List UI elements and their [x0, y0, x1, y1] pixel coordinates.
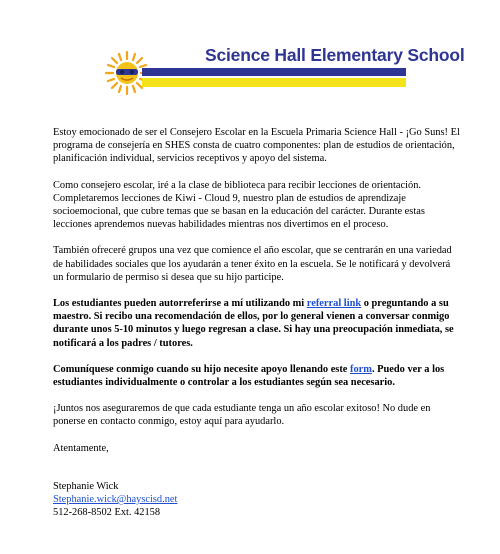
letter-body	[53, 126, 463, 519]
paragraph-intro: Estoy emocionado de ser el Consejero Escolar en la Escuela Primaria Science Hall - ¡Go Suns! El programa de consejería en SHES consta de cuatro componentes: plan de estudios de orientación, planificación individual, servicios receptivos y apoyo del sistema.	[53, 127, 460, 165]
paragraph-lessons: Como consejero escolar, iré a la clase de biblioteca para recibir lecciones de orientación. Completaremos lecciones de Kiwi - Cloud 9, nuestro plan de estudios de aprendizaje socioemocional, que cubre temas que se basan en la educación del carácter. Durante estas lecciones aprendemos nuevas habilidades mientras nos divertimos en el proceso.	[53, 179, 425, 231]
paragraph-contact	[53, 363, 463, 389]
contact-text-after: . Puedo ver a los estudiantes individualmente o controlar a los estudiantes según sea necesario.	[53, 363, 445, 389]
signature-spacer	[53, 468, 463, 480]
email-link[interactable]: Stephanie.wick@hayscisd.net	[53, 494, 178, 506]
header-yellow-stripe	[142, 78, 406, 87]
contact-text-before: Comuníquese conmigo cuando su hijo necesite apoyo llenando este	[53, 363, 351, 375]
form-link[interactable]: form	[350, 363, 372, 375]
signature-phone: 512-268-8502 Ext. 42158	[53, 507, 161, 519]
referral-text-before: Los estudiantes pueden autorreferirse a mí utilizando mi	[53, 298, 307, 310]
paragraph-groups: También ofreceré grupos una vez que comience el año escolar, que se centrarán en una variedad de habilidades sociales que los ayudarán a tener éxito en la escuela. Se le notificará y devolverá un formulario de permiso si desea que su hijo participe.	[53, 245, 452, 283]
paragraph-referral	[53, 297, 463, 350]
referral-text-after: o preguntando a su maestro. Si recibo una recomendación de ellos, por lo general vienen a conversar conmigo durante unos 5-10 minutos y luego regresan a clase. Si hay una preocupación inmediata, se notificará a los padres / tutores.	[53, 298, 454, 349]
signature-block	[53, 480, 463, 520]
referral-link[interactable]: referral link	[306, 298, 362, 310]
school-header	[0, 0, 500, 110]
school-name: Science Hall Elementary School	[205, 45, 465, 65]
header-blue-stripe	[142, 68, 406, 76]
signature-name: Stephanie Wick	[53, 480, 119, 492]
closing: Atentamente,	[53, 442, 109, 454]
paragraph-together: ¡Juntos nos aseguraremos de que cada estudiante tenga un año escolar exitoso! No dude en ponerse en contacto conmigo, estoy aquí para ayudarlo.	[53, 403, 431, 428]
